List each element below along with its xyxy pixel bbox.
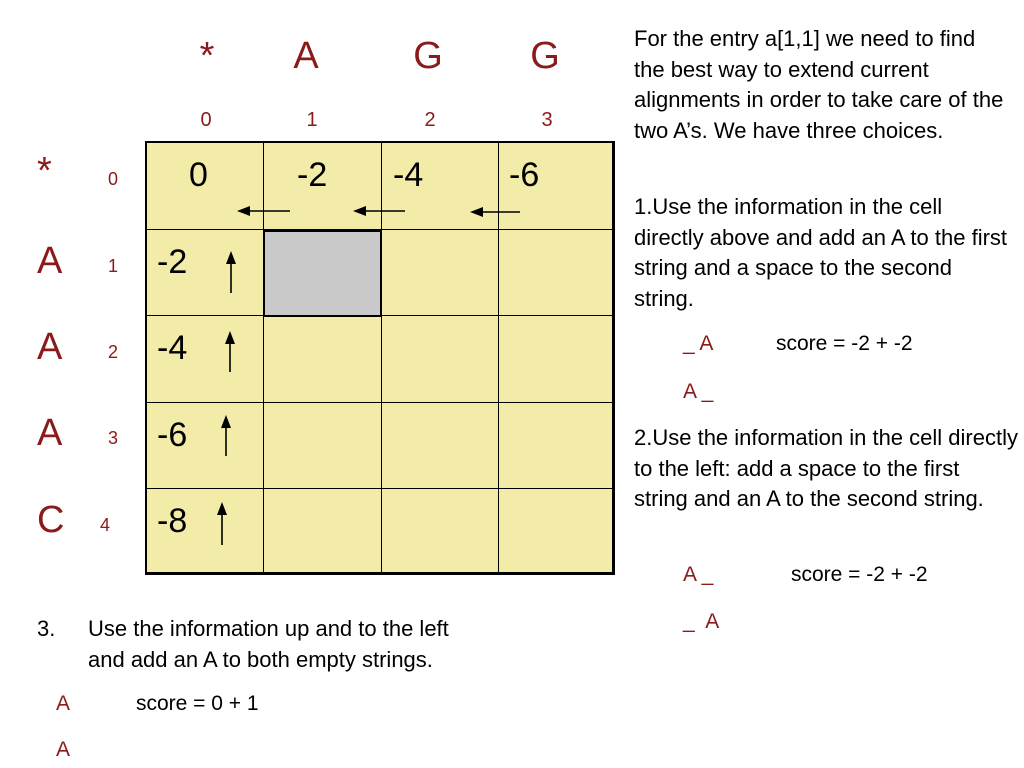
choice3-score: score = 0 + 1 [136,692,259,715]
row-header-2: A [37,326,63,368]
cell-value-1-0: -2 [157,243,188,281]
row-header-1: A [37,240,63,282]
row-header-3: A [37,412,63,454]
choice1-paragraph: 1.Use the information in the cell directly above and add an A to the first string and a space to the second string. [634,194,1008,311]
cell-value-0-3: -6 [509,156,540,194]
cell-value-2-0: -4 [157,329,188,367]
cell-value-3-0: -6 [157,416,188,454]
cell-value-0-2: -4 [393,156,424,194]
col-index-3: 3 [541,109,553,131]
choice2-align-bottom: _ A [683,610,720,633]
choice3-align-bottom: A [56,738,71,761]
row-index-4: 4 [100,515,111,535]
col-index-0: 0 [200,109,212,131]
intro-paragraph: For the entry a[1,1] we need to find the best way to extend current alignments in order to take care of the two A’s. We have three choices. [634,26,1004,143]
up-arrow-icon [221,415,231,456]
row-header-4: C [37,499,65,541]
cell-value-0-1: -2 [297,156,328,194]
cell-value-4-0: -8 [157,502,188,540]
up-arrow-icon [217,502,227,545]
col-header-1: A [293,35,319,77]
choice3-number: 3. [37,616,56,641]
up-arrow-icon [225,331,235,372]
choice1-score: score = -2 + -2 [776,332,913,355]
choice2-paragraph: 2.Use the information in the cell directly to the left: add a space to the first string and an A to the second string. [634,425,1018,511]
col-index-2: 2 [424,109,436,131]
choice2-align-top: A _ [683,563,714,586]
choice1-align-top: _ A [683,332,714,355]
row-header-0: * [37,150,52,192]
row-index-2: 2 [108,342,119,362]
up-arrow-icon [226,251,236,293]
col-header-2: G [413,35,443,77]
col-header-3: G [530,35,560,77]
choice3-line1: Use the information up and to the left [88,616,449,641]
left-arrow-icon [237,206,290,216]
left-arrow-icon [470,207,520,217]
cell-value-0-0: 0 [189,156,208,194]
col-header-0: * [199,35,215,77]
choice1-align-bottom: A _ [683,380,714,403]
row-index-3: 3 [108,428,119,448]
col-index-1: 1 [306,109,318,131]
row-index-1: 1 [108,256,119,276]
left-arrow-icon [353,206,405,216]
choice3-align-top: A [56,692,71,715]
row-index-0: 0 [108,169,119,189]
choice3-line2: and add an A to both empty strings. [88,647,433,672]
choice2-score: score = -2 + -2 [791,563,928,586]
